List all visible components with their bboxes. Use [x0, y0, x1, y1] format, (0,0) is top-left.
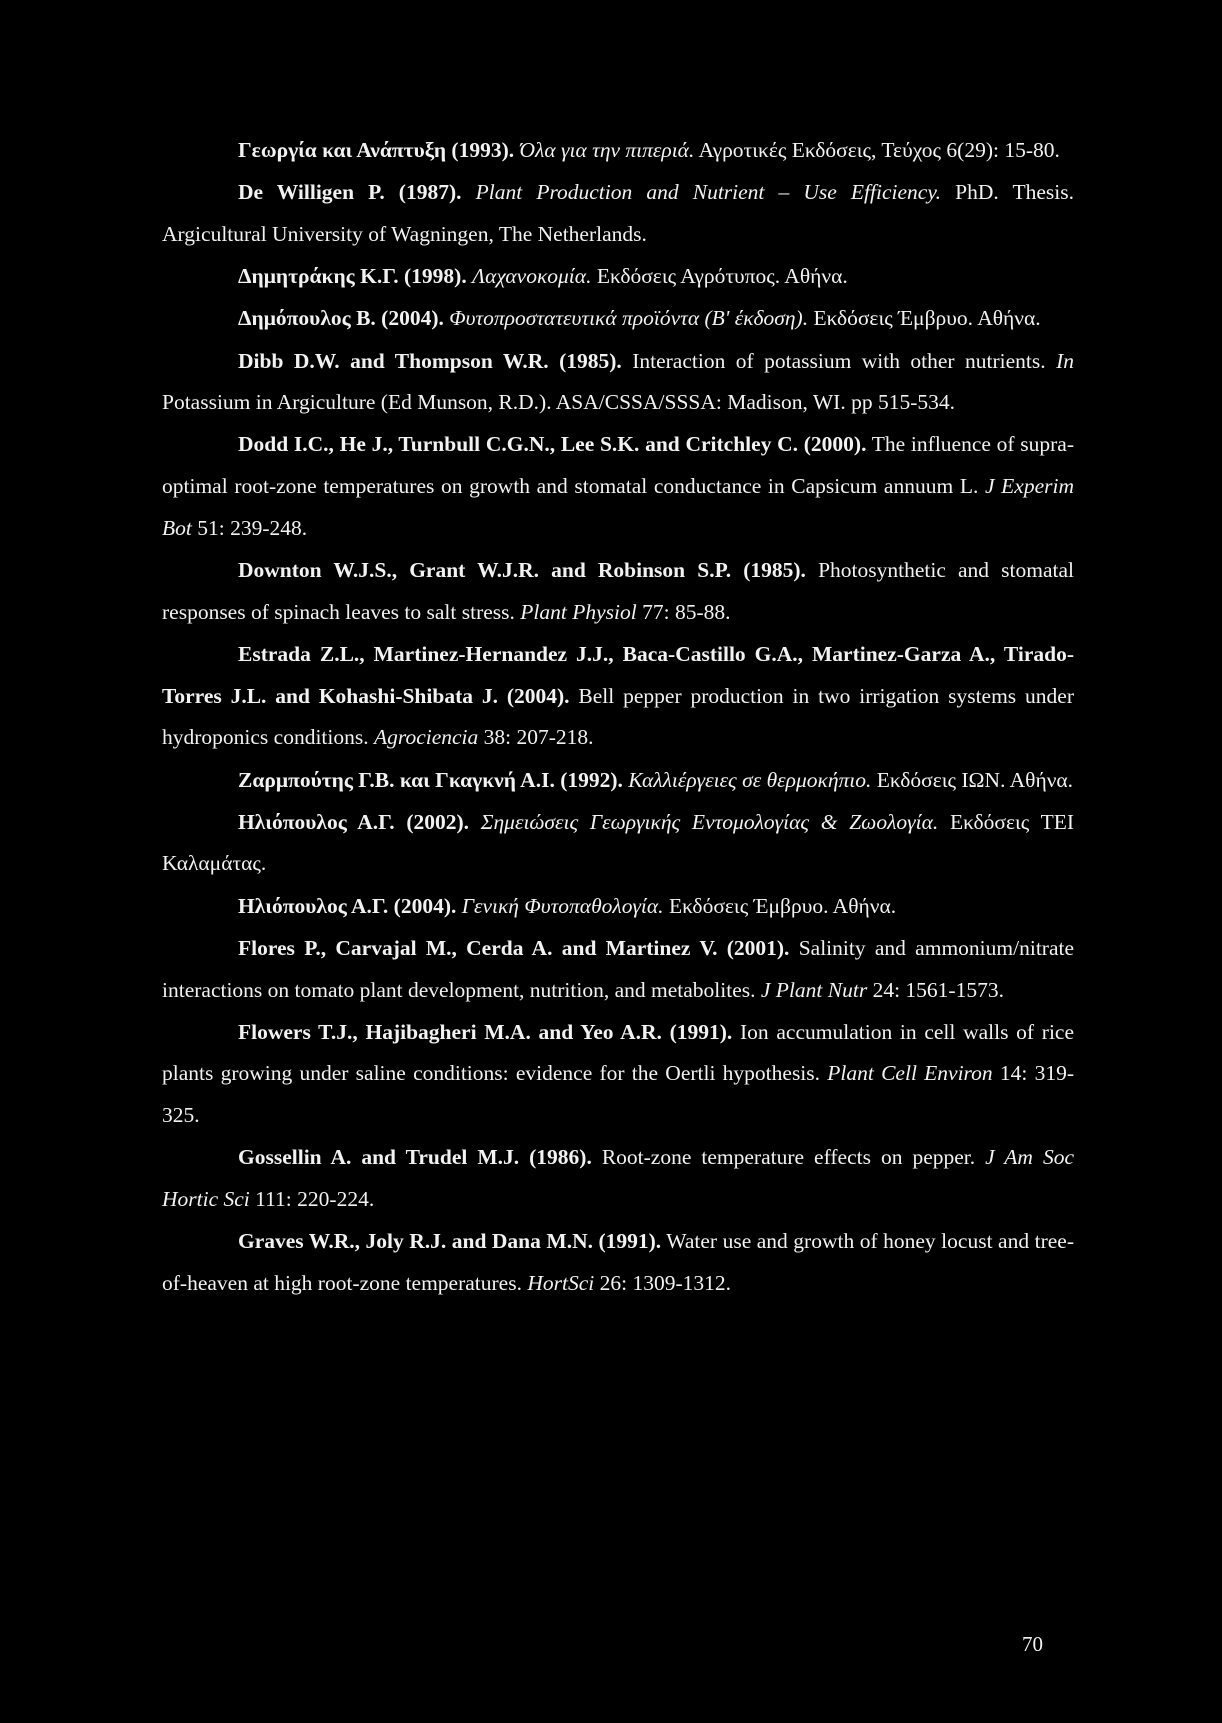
reference-title-italic: J Am Soc Hortic Sci: [162, 1145, 1074, 1212]
reference-text: Bell pepper production in two irrigation systems under hydroponics conditions.: [162, 683, 1075, 750]
reference-details: Εκδόσεις Έμβρυο. Αθήνα.: [808, 306, 1041, 331]
reference-details: 51: 239-248.: [191, 515, 308, 540]
reference-text: Photosynthetic and stomatal responses of spinach leaves to salt stress.: [162, 558, 1074, 624]
reference-details: 77: 85-88.: [636, 599, 731, 624]
reference-authors: Ζαρμπούτης Γ.Β. και Γκαγκνή Α.Ι. (1992).: [238, 767, 623, 792]
reference-entry: [162, 550, 1074, 633]
reference-authors: Dibb D.W. and Thompson W.R. (1985).: [238, 348, 622, 373]
reference-authors: Downton W.J.S., Grant W.J.R. and Robinson S.P. (1985).: [238, 558, 806, 583]
reference-entry: [162, 341, 1074, 424]
reference-authors: Ηλιόπουλος Α.Γ. (2002).: [238, 809, 470, 834]
reference-details: Potassium in Argiculture (Ed Munson, R.D.). ASA/CSSA/SSSA: Madison, WI. pp 515-534.: [162, 390, 955, 415]
reference-entry: [162, 1137, 1074, 1220]
reference-entry: [162, 1012, 1074, 1137]
reference-entry: [162, 928, 1074, 1011]
reference-title-italic: Plant Production and Nutrient – Use Efficiency.: [475, 180, 942, 205]
reference-entry: [162, 886, 1074, 928]
reference-authors: Graves W.R., Joly R.J. and Dana M.N. (1991).: [238, 1229, 662, 1254]
reference-entry: [162, 1221, 1074, 1304]
reference-list: [162, 130, 1074, 1305]
page-number: 70: [1022, 1632, 1043, 1656]
reference-entry: [162, 256, 1074, 298]
reference-authors: Gossellin A. and Trudel M.J. (1986).: [238, 1145, 592, 1170]
reference-title-italic: Γενική Φυτοπαθολογία.: [461, 893, 664, 918]
reference-title-italic: Καλλιέργειες σε θερμοκήπιο.: [628, 767, 872, 792]
reference-details: Εκδόσεις Έμβρυο. Αθήνα.: [663, 893, 897, 918]
reference-title-italic: J Experim Bot: [162, 474, 1074, 540]
reference-text: Salinity and ammonium/nitrate interactions on tomato plant development, nutrition, and metabolites.: [162, 935, 1075, 1002]
reference-authors: Estrada Z.L., Martinez-Hernandez J.J., Baca-Castillo G.A., Martinez-Garza A., Tirado-Torres J.L. and Kohashi-Shibata J. (2004).: [162, 641, 1074, 708]
reference-entry: [162, 802, 1074, 885]
reference-title-italic: Σημειώσεις Γεωργικής Εντομολογίας & Ζωολογία.: [480, 809, 939, 834]
reference-authors: Δημητράκης Κ.Γ. (1998).: [238, 264, 467, 289]
reference-details: 111: 220-224.: [249, 1187, 375, 1212]
reference-text: Interaction of potassium with other nutrients.: [632, 348, 1057, 373]
reference-authors: Ηλιόπουλος Α.Γ. (2004).: [238, 893, 457, 918]
reference-text: Ion accumulation in cell walls of rice plants growing under saline conditions: evidence for the Oertli hypothesis.: [162, 1019, 1075, 1086]
reference-authors: Dodd I.C., He J., Turnbull C.G.N., Lee S.K. and Critchley C. (2000).: [238, 432, 867, 457]
reference-text: Root-zone temperature effects on pepper.: [601, 1145, 986, 1170]
reference-entry: [162, 298, 1074, 340]
reference-authors: Γεωργία και Ανάπτυξη (1993).: [238, 138, 515, 162]
reference-details: Εκδόσεις Αγρότυπος. Αθήνα.: [591, 264, 848, 289]
reference-details: 38: 207-218.: [478, 725, 594, 750]
reference-entry: [162, 172, 1074, 255]
reference-details: 26: 1309-1312.: [594, 1270, 731, 1295]
reference-details: Εκδόσεις ΙΩΝ. Αθήνα.: [871, 767, 1074, 792]
reference-title-italic: HortSci: [527, 1270, 595, 1295]
reference-title-italic: Plant Cell Environ: [827, 1061, 993, 1086]
reference-authors: Flores P., Carvajal M., Cerda A. and Martinez V. (2001).: [238, 935, 790, 960]
reference-entry: [162, 634, 1074, 759]
reference-title-italic: Agrociencia: [374, 725, 479, 750]
reference-details: Αγροτικές Εκδόσεις, Τεύχος 6(29): 15-80.: [694, 138, 1060, 162]
reference-text: Water use and growth of honey locust and tree-of-heaven at high root-zone temperatures.: [162, 1229, 1074, 1295]
reference-details: 24: 1561-1573.: [867, 977, 1004, 1002]
reference-authors: De Willigen P. (1987).: [238, 180, 462, 205]
reference-authors: Flowers T.J., Hajibagheri M.A. and Yeo A.R. (1991).: [238, 1019, 733, 1044]
reference-title-italic: Plant Physiol: [520, 599, 637, 624]
reference-title-italic: In: [1056, 348, 1074, 373]
reference-details: 14: 319-325.: [162, 1061, 1074, 1128]
reference-title-italic: Λαχανοκομία.: [472, 264, 592, 289]
reference-entry: [162, 130, 1074, 172]
reference-authors: Δημόπουλος Β. (2004).: [238, 306, 444, 331]
reference-title-italic: Όλα για την πιπεριά.: [519, 138, 695, 162]
reference-entry: [162, 424, 1074, 549]
reference-entry: [162, 760, 1074, 802]
reference-title-italic: Φυτοπροστατευτικά προϊόντα (Β' έκδοση).: [449, 306, 809, 331]
reference-title-italic: J Plant Nutr: [760, 977, 868, 1002]
reference-details: Εκδόσεις ΤΕΙ Καλαμάτας.: [162, 809, 1074, 876]
reference-text: The influence of supra-optimal root-zone temperatures on growth and stomatal conductance in Capsicum annuum L.: [162, 432, 1074, 499]
reference-details: PhD. Thesis. Argicultural University of Wagningen, The Netherlands.: [162, 180, 1075, 246]
